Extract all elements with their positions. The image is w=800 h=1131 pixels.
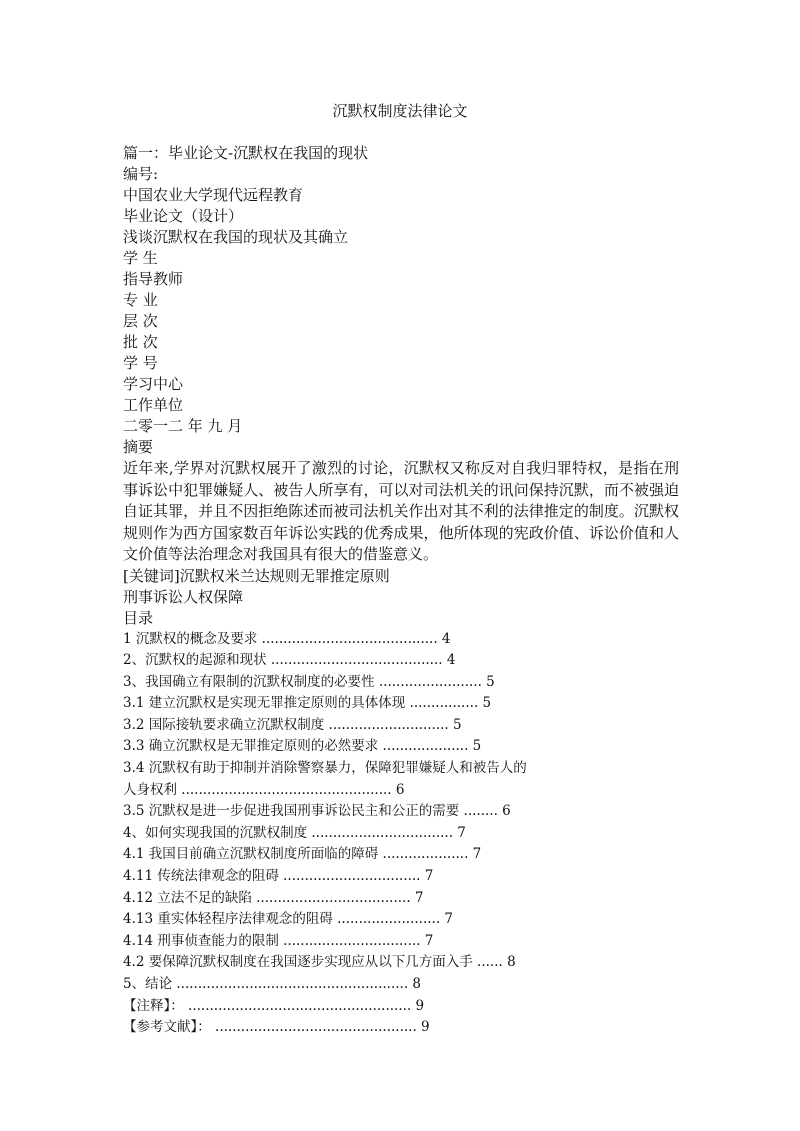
toc-entry: 4.14 刑事侦查能力的限制 ................................ 7: [123, 932, 434, 949]
header-line: 专 业: [123, 291, 158, 309]
toc-entry: 3.2 国际接轨要求确立沉默权制度 ............................ 5: [123, 716, 462, 733]
header-line: 学习中心: [123, 375, 184, 393]
header-line: 工作单位: [123, 396, 184, 414]
toc-entry: 4.2 要保障沉默权制度在我国逐步实现应从以下几方面入手 ...... 8: [123, 954, 516, 971]
toc-entry: 【注释】： .................................................... 9: [123, 997, 425, 1014]
toc-heading: 目录: [123, 608, 154, 627]
toc-entry: 3.1 建立沉默权是实现无罪推定原则的具体体现 ................ 5: [123, 695, 492, 712]
header-line: 学 生: [123, 249, 158, 267]
toc-entry: 【参考文献】： ............................................... 9: [123, 1019, 430, 1036]
document-body: [123, 143, 683, 1039]
toc-entry: 4.13 重实体轻程序法律观念的阻碍 ........................ 7: [123, 911, 454, 928]
toc-entry: 4.11 传统法律观念的阻碍 ................................ 7: [123, 868, 434, 885]
toc-entry: 5、结论 ...................................................... 8: [123, 976, 421, 992]
abstract-heading: 摘要: [123, 438, 154, 456]
toc-entry: 4.12 立法不足的缺陷 .................................... 7: [123, 889, 424, 906]
abstract-paragraph: 近年来,学界对沉默权展开了激烈的讨论，沉默权又称反对自我归罪特权，是指在刑事诉讼中犯罪嫌疑人、被告人所享有，可以对司法机关的讯问保持沉默，而不被强迫自证其罪，并且不因拒绝陈述而被司法机关作出对其不利的法律推定的制度。沉默权规则作为西方国家数百年诉讼实践的优秀成果，他所体现的宪政价值、诉讼价值和人文价值等法治理念对我国具有很大的借鉴意义。: [123, 459, 679, 563]
toc-entry: 3.3 确立沉默权是无罪推定原则的必然要求 .................... 5: [123, 738, 482, 755]
header-line: 层 次: [123, 312, 158, 330]
header-line: 批 次: [123, 333, 158, 351]
toc-entry: 3、我国确立有限制的沉默权制度的必要性 ........................ 5: [123, 673, 495, 690]
header-line: 二零一二 年 九 月: [123, 417, 243, 435]
toc-entry: 4.1 我国目前确立沉默权制度所面临的障碍 .................... 7: [123, 846, 482, 863]
header-line: 毕业论文（设计）: [123, 207, 244, 225]
header-line: 指导教师: [123, 270, 184, 288]
page-title: 沉默权制度法律论文: [332, 102, 468, 120]
toc-entry: 4、如何实现我国的沉默权制度 ................................. 7: [123, 824, 466, 841]
header-line: 中国农业大学现代远程教育: [123, 186, 304, 204]
keywords-line: 刑事诉讼人权保障: [123, 587, 244, 606]
toc-entry: 2、沉默权的起源和现状 ........................................ 4: [123, 652, 456, 669]
toc-entry: 3.4 沉默权有助于抑制并消除警察暴力，保障犯罪嫌疑人和被告人的: [123, 760, 527, 777]
toc-entry: 3.5 沉默权是进一步促进我国刑事诉讼民主和公正的需要 ........ 6: [123, 803, 511, 820]
header-line: 学 号: [123, 354, 158, 372]
header-line: 编号:: [123, 165, 159, 183]
toc-entry: 人身权利 ................................................. 6: [123, 781, 405, 798]
keywords-line: [关键词]沉默权米兰达规则无罪推定原则: [123, 566, 390, 585]
header-line: 浅谈沉默权在我国的现状及其确立: [123, 228, 349, 246]
header-line: 篇一：毕业论文-沉默权在我国的现状: [123, 144, 369, 162]
toc-entry: 1 沉默权的概念及要求 ......................................... 4: [123, 630, 451, 647]
